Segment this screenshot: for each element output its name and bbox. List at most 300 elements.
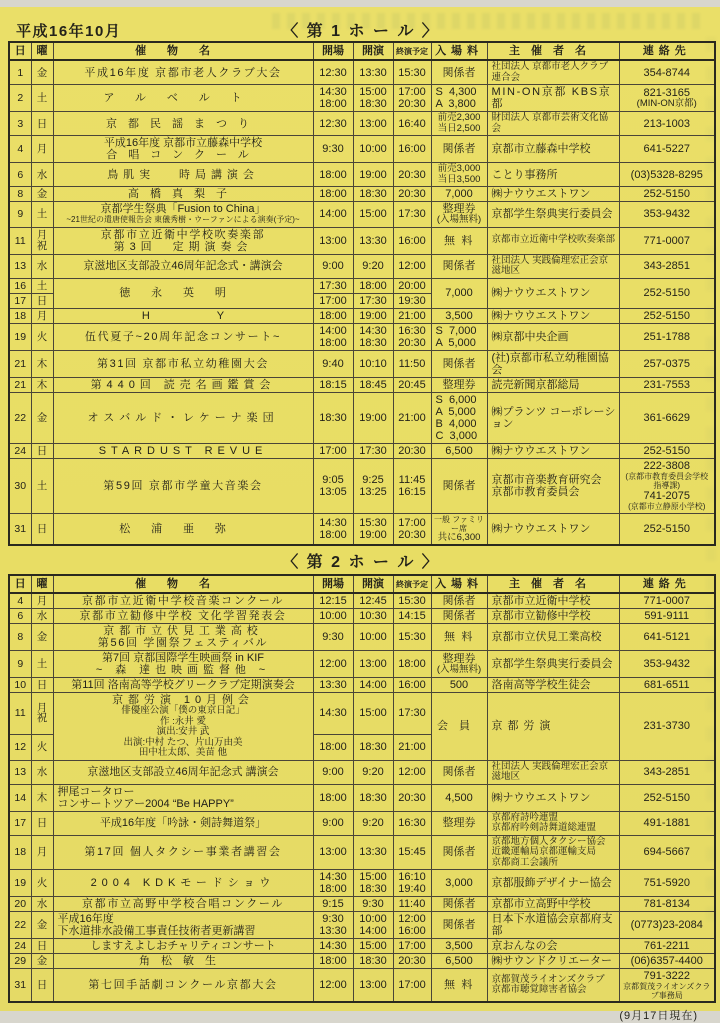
open-time-cell <box>313 784 353 811</box>
cell-line: 社団法人 京都市老人クラブ連合会 <box>491 61 609 83</box>
cell-line: 17:00 <box>398 86 426 98</box>
fee-cell <box>431 784 487 811</box>
cell-line: 木 <box>36 357 48 370</box>
fee-cell <box>431 609 487 624</box>
table-row <box>9 377 715 392</box>
cell-line: 694-5667 <box>643 846 690 859</box>
organizer-cell <box>487 954 619 969</box>
cell-line: 9:00 <box>322 260 344 272</box>
cell-line: 821-3165 <box>643 86 690 99</box>
start-time-cell <box>353 85 393 112</box>
start-time-cell <box>353 227 393 254</box>
end-time-cell <box>393 350 431 377</box>
cell-line: 21:00 <box>398 411 426 424</box>
organizer-cell <box>487 85 619 112</box>
cell-line: 781-8134 <box>643 898 690 910</box>
cell-line: 18:00 <box>319 188 347 200</box>
cell-line: H Y <box>141 309 225 322</box>
start-time-cell <box>353 593 393 609</box>
cell-line: ㈱サウンドクリエーター <box>491 955 613 967</box>
cell-line: 日 <box>36 679 48 691</box>
cell-line: ㈱ナウウエストワン <box>491 287 591 299</box>
cell-line: 9:40 <box>322 357 344 370</box>
table-row <box>9 954 715 969</box>
cell-line: 21 <box>14 357 27 370</box>
weekday-cell <box>31 734 53 760</box>
table-row <box>9 163 715 187</box>
cell-line: 30 <box>14 479 27 492</box>
open-time-cell <box>313 969 353 1003</box>
event-name-cell <box>53 163 313 187</box>
cell-line: 251-1788 <box>643 330 690 343</box>
start-time-cell <box>353 651 393 678</box>
open-time-cell <box>313 870 353 897</box>
cell-line: 19 <box>14 877 27 889</box>
day-cell <box>9 254 31 278</box>
cell-line: 無 料 <box>443 631 474 643</box>
cell-line: 20:30 <box>398 444 426 457</box>
cell-line: 関係者 <box>442 610 476 622</box>
cell-line: 361-6629 <box>643 411 690 424</box>
day-cell <box>9 870 31 897</box>
cell-line: 京滋地区支部設立46周年記念式・講演会 <box>83 260 283 272</box>
cell-line: 金 <box>36 188 48 200</box>
cell-line: 13:30 <box>319 925 347 937</box>
weekday-cell <box>31 136 53 163</box>
event-name-cell <box>53 227 313 254</box>
event-name-cell <box>53 443 313 458</box>
organizer-cell <box>487 377 619 392</box>
table-row <box>9 112 715 136</box>
cell-line: 16:15 <box>398 485 426 498</box>
day-cell <box>9 513 31 545</box>
cell-line: S 7,000 <box>435 324 477 337</box>
cell-line: 13:00 <box>319 234 347 247</box>
cell-line: 第3回 定期演奏会 <box>113 240 253 253</box>
end-time-cell <box>393 678 431 693</box>
fee-cell <box>431 969 487 1003</box>
cell-line: 16:30 <box>398 817 426 829</box>
event-name-cell <box>53 593 313 609</box>
fee-cell <box>431 870 487 897</box>
hall2-title: 〈 第 2 ホ ー ル 〉 <box>282 554 440 571</box>
table-row <box>9 350 715 377</box>
cell-line: 無 料 <box>443 979 474 991</box>
open-time-cell <box>313 811 353 835</box>
day-cell <box>9 392 31 443</box>
cell-line: 3,000 <box>445 877 473 889</box>
open-time-cell <box>313 651 353 678</box>
table-row <box>9 458 715 513</box>
event-name-cell <box>53 136 313 163</box>
weekday-cell <box>31 784 53 811</box>
cell-line: (社)京都市私立幼稚園協会 <box>491 351 609 376</box>
cell-line: 京都市立伏見工業高校 <box>491 631 602 643</box>
event-name-cell <box>53 278 313 308</box>
day-cell <box>9 377 31 392</box>
cell-line: 押尾コータロー <box>57 785 135 798</box>
cell-line: 京滋地区支部設立46周年記念式 講演会 <box>87 766 279 778</box>
cell-line: 13:00 <box>359 658 387 670</box>
organizer-cell <box>487 513 619 545</box>
cell-line: 高橋真梨子 <box>128 188 238 200</box>
contact-cell <box>619 513 715 545</box>
fee-cell <box>431 202 487 228</box>
start-time-cell <box>353 513 393 545</box>
fee-cell <box>431 136 487 163</box>
cell-line: 771-0007 <box>643 234 690 247</box>
fee-cell <box>431 458 487 513</box>
cell-line: 10:00 <box>319 610 347 622</box>
cell-line: 関係者 <box>442 260 476 272</box>
organizer-cell <box>487 278 619 308</box>
weekday-cell <box>31 954 53 969</box>
cell-line: 6,500 <box>445 955 473 967</box>
open-time-cell <box>313 60 353 85</box>
open-time-cell <box>313 678 353 693</box>
table-row <box>9 323 715 350</box>
open-time-cell <box>313 308 353 323</box>
end-time-cell <box>393 624 431 651</box>
cell-line: 一般 ファミリー席 <box>433 514 485 533</box>
cell-line: 14:30 <box>319 86 347 98</box>
day-cell <box>9 85 31 112</box>
weekday-cell <box>31 443 53 458</box>
open-time-cell <box>313 377 353 392</box>
cell-line: 16:40 <box>398 117 426 130</box>
day-cell <box>9 112 31 136</box>
cell-line: 21:00 <box>398 309 426 322</box>
column-header-organizer: 主催者名 <box>487 42 619 60</box>
open-time-cell <box>313 939 353 954</box>
organizer-cell <box>487 458 619 513</box>
cell-line: 13:30 <box>319 679 347 691</box>
organizer-cell <box>487 897 619 912</box>
cell-line: 771-0007 <box>643 595 690 607</box>
cell-line: B 4,000 <box>435 417 477 430</box>
column-header-end-time: 終演予定 <box>393 575 431 593</box>
cell-line: 16:30 <box>398 324 426 337</box>
weekday-cell <box>31 609 53 624</box>
table-row <box>9 513 715 545</box>
cell-line: 231-7553 <box>643 378 690 391</box>
cell-line: 19 <box>14 330 27 343</box>
cell-line: 平成16年度 京都市老人クラブ大会 <box>84 66 282 79</box>
table-row <box>9 392 715 443</box>
cell-line: 木 <box>36 378 48 391</box>
start-time-cell <box>353 293 393 308</box>
day-cell <box>9 443 31 458</box>
start-time-cell <box>353 734 393 760</box>
cell-line: 火 <box>36 741 48 754</box>
cell-line: 24 <box>14 940 27 952</box>
cell-line: 11 <box>14 707 26 720</box>
cell-line: 19:30 <box>398 294 426 307</box>
cell-line: 18:00 <box>359 279 387 292</box>
organizer-cell <box>487 784 619 811</box>
event-name-cell <box>53 897 313 912</box>
cell-line: 角松敏生 <box>139 955 227 967</box>
table-row <box>9 939 715 954</box>
day-cell <box>9 678 31 693</box>
cell-line: 読売新聞京都総局 <box>491 378 580 391</box>
cell-line: 21 <box>14 378 27 391</box>
cell-line: 353-9432 <box>643 658 690 670</box>
cell-line: 京都府吟剣詩舞道総連盟 <box>491 822 597 833</box>
cell-line: 関係者 <box>442 357 476 370</box>
cell-line: 京都市音楽教育研究会 <box>491 473 602 486</box>
cell-line: 20:00 <box>398 279 426 292</box>
cell-line: 関係者 <box>442 766 476 778</box>
event-name-cell <box>53 912 313 939</box>
organizer-cell <box>487 254 619 278</box>
cell-line: 京おんなの会 <box>491 940 558 952</box>
day-cell <box>9 458 31 513</box>
day-cell <box>9 969 31 1003</box>
cell-line: 土 <box>36 479 48 492</box>
cell-line: 12:00 <box>319 658 347 670</box>
start-time-cell <box>353 458 393 513</box>
end-time-cell <box>393 60 431 85</box>
start-time-cell <box>353 323 393 350</box>
weekday-cell <box>31 912 53 939</box>
cell-line: 社団法人 実践倫理宏正会京滋地区 <box>491 254 609 276</box>
cell-line: 18:30 <box>359 98 387 110</box>
cell-line: 15:00 <box>359 707 387 720</box>
end-time-cell <box>393 392 431 443</box>
fee-cell <box>431 593 487 609</box>
cell-line: S 4,300 <box>435 86 477 98</box>
cell-line: ~ 森 達也映画監督他 ~ <box>95 664 271 676</box>
day-cell <box>9 293 31 308</box>
contact-cell <box>619 308 715 323</box>
fee-cell <box>431 835 487 870</box>
cell-line: 京都市立藤森中学校 <box>491 143 591 155</box>
cell-line: 月 <box>36 701 48 714</box>
cell-line: 591-9111 <box>644 610 690 622</box>
cell-line: 関係者 <box>442 143 476 155</box>
organizer-cell <box>487 187 619 202</box>
cell-line: A 3,800 <box>435 98 476 110</box>
organizer-cell <box>487 60 619 85</box>
cell-line: 18:00 <box>319 98 347 110</box>
hall2-schedule-table <box>8 574 716 1003</box>
weekday-cell <box>31 835 53 870</box>
cell-line: 京都市立近衛中学校吹奏楽部 <box>100 228 266 241</box>
cell-line: C 3,000 <box>435 429 478 442</box>
fee-cell <box>431 693 487 761</box>
cell-line: 491-1881 <box>643 817 690 829</box>
day-cell <box>9 163 31 187</box>
column-header-contact: 連絡先 <box>619 575 715 593</box>
cell-line: 9:30 <box>322 631 344 643</box>
cell-line: 18:30 <box>359 955 387 967</box>
start-time-cell <box>353 254 393 278</box>
cell-line: 9:30 <box>322 143 344 155</box>
cell-line: 日 <box>36 294 48 307</box>
end-time-cell <box>393 593 431 609</box>
cell-line: (入場無料) <box>436 214 482 225</box>
cell-line: 31 <box>14 979 27 991</box>
start-time-cell <box>353 443 393 458</box>
column-header-start-time: 開演 <box>353 42 393 60</box>
fee-cell <box>431 112 487 136</box>
organizer-cell <box>487 609 619 624</box>
cell-line: 京都労演 10月例会 <box>112 694 254 706</box>
table-row <box>9 443 715 458</box>
cell-line: 231-3730 <box>643 720 690 733</box>
contact-cell <box>619 912 715 939</box>
cell-line: 合唱コンクール <box>106 149 260 161</box>
cell-line: 20:45 <box>398 378 426 391</box>
cell-line: 14:00 <box>319 324 347 337</box>
open-time-cell <box>313 202 353 228</box>
start-time-cell <box>353 624 393 651</box>
cell-line: 354-8744 <box>643 66 690 79</box>
day-cell <box>9 954 31 969</box>
cell-line: 11:40 <box>398 898 426 910</box>
table-row <box>9 651 715 678</box>
contact-cell <box>619 350 715 377</box>
end-time-cell <box>393 609 431 624</box>
cell-line: 月 <box>36 143 48 155</box>
cell-line: 17:30 <box>359 444 387 457</box>
column-header-contact: 連絡先 <box>619 42 715 60</box>
cell-line: 17:30 <box>398 208 426 221</box>
cell-line: 10:00 <box>359 143 387 155</box>
contact-cell <box>619 678 715 693</box>
table-row <box>9 870 715 897</box>
cell-line: 9 <box>17 208 24 221</box>
open-time-cell <box>313 323 353 350</box>
fee-cell <box>431 651 487 678</box>
header-row <box>9 42 715 60</box>
day-cell <box>9 202 31 228</box>
cell-line: 19:00 <box>359 411 387 424</box>
table-row <box>9 969 715 1003</box>
cell-line: 金 <box>36 955 48 967</box>
day-cell <box>9 308 31 323</box>
weekday-cell <box>31 693 53 735</box>
cell-line: 第440回 読売名画鑑賞会 <box>90 378 276 391</box>
cell-line: 当日3,500 <box>437 173 481 185</box>
cell-line: 京都服飾デザイナー協会 <box>491 877 612 889</box>
weekday-cell <box>31 458 53 513</box>
open-time-cell <box>313 760 353 784</box>
cell-line: 田中壮太郎、美苗 他 <box>138 747 228 758</box>
fee-cell <box>431 624 487 651</box>
weekday-cell <box>31 293 53 308</box>
cell-line: 日 <box>36 979 48 991</box>
contact-cell <box>619 60 715 85</box>
table-row <box>9 593 715 609</box>
cell-line: 京都商工会議所 <box>491 856 559 868</box>
cell-line: 財団法人 京都市芸術文化協会 <box>491 112 609 134</box>
cell-line: 水 <box>36 898 48 910</box>
cell-line: 当日2,500 <box>437 122 481 134</box>
cell-line: 火 <box>36 330 48 343</box>
start-time-cell <box>353 678 393 693</box>
cell-line: 18 <box>14 846 27 859</box>
cell-line: 4 <box>17 595 24 607</box>
fee-cell <box>431 227 487 254</box>
event-name-cell <box>53 458 313 513</box>
fee-cell <box>431 350 487 377</box>
cell-line: 日本下水道協会京都府支部 <box>491 913 613 937</box>
cell-line: STARDUST REVUE <box>98 444 268 457</box>
cell-line: 17:00 <box>319 294 347 307</box>
start-time-cell <box>353 693 393 735</box>
event-name-cell <box>53 60 313 85</box>
day-cell <box>9 835 31 870</box>
cell-line: 土 <box>36 208 48 221</box>
organizer-cell <box>487 593 619 609</box>
cell-line: 17:30 <box>359 294 387 307</box>
contact-cell <box>619 227 715 254</box>
fee-cell <box>431 187 487 202</box>
column-header-weekday: 曜 <box>31 575 53 593</box>
fee-cell <box>431 939 487 954</box>
cell-line: 京都市立高野中学校合唱コンクール <box>82 898 284 910</box>
cell-line: 第7回 京都国際学生映画祭 in KIF <box>102 652 264 664</box>
cell-line: 月 <box>36 595 48 607</box>
event-name-cell <box>53 377 313 392</box>
contact-cell <box>619 254 715 278</box>
cell-line: 19:00 <box>359 168 387 181</box>
cell-line: 土 <box>36 658 48 670</box>
cell-line: 14:15 <box>398 610 426 622</box>
month-title: 平成16年10月 <box>16 23 122 40</box>
cell-line: A 5,000 <box>435 405 476 418</box>
cell-line: 3 <box>17 117 24 130</box>
cell-line: 整理券 <box>442 817 476 829</box>
cell-line: 18:00 <box>319 168 347 181</box>
open-time-cell <box>313 254 353 278</box>
start-time-cell <box>353 350 393 377</box>
contact-cell <box>619 624 715 651</box>
table-row <box>9 85 715 112</box>
event-name-cell <box>53 513 313 545</box>
cell-line: 751-5920 <box>643 877 690 889</box>
cell-line: 18:00 <box>319 336 347 349</box>
cell-line: MIN-ON京都 KBS京都 <box>491 86 612 110</box>
cell-line: 火 <box>36 877 48 889</box>
cell-line: (MIN-ON京都) <box>636 97 697 109</box>
event-name-cell <box>53 784 313 811</box>
contact-cell <box>619 593 715 609</box>
weekday-cell <box>31 870 53 897</box>
start-time-cell <box>353 278 393 293</box>
day-cell <box>9 760 31 784</box>
table-row <box>9 693 715 735</box>
cell-line: 金 <box>36 66 48 79</box>
cell-line: 10:00 <box>359 631 387 643</box>
cell-line: 京都学生祭典実行委員会 <box>491 208 613 221</box>
cell-line: 近畿運輸局京都運輸支局 <box>491 846 597 857</box>
cell-line: 20 <box>14 898 27 910</box>
start-time-cell <box>353 60 393 85</box>
table-row <box>9 202 715 228</box>
day-cell <box>9 912 31 939</box>
event-name-cell <box>53 811 313 835</box>
start-time-cell <box>353 912 393 939</box>
cell-line: 18 <box>14 309 27 322</box>
start-time-cell <box>353 870 393 897</box>
weekday-cell <box>31 187 53 202</box>
cell-line: 641-5121 <box>643 631 690 643</box>
cell-line: 日 <box>36 817 48 829</box>
open-time-cell <box>313 187 353 202</box>
